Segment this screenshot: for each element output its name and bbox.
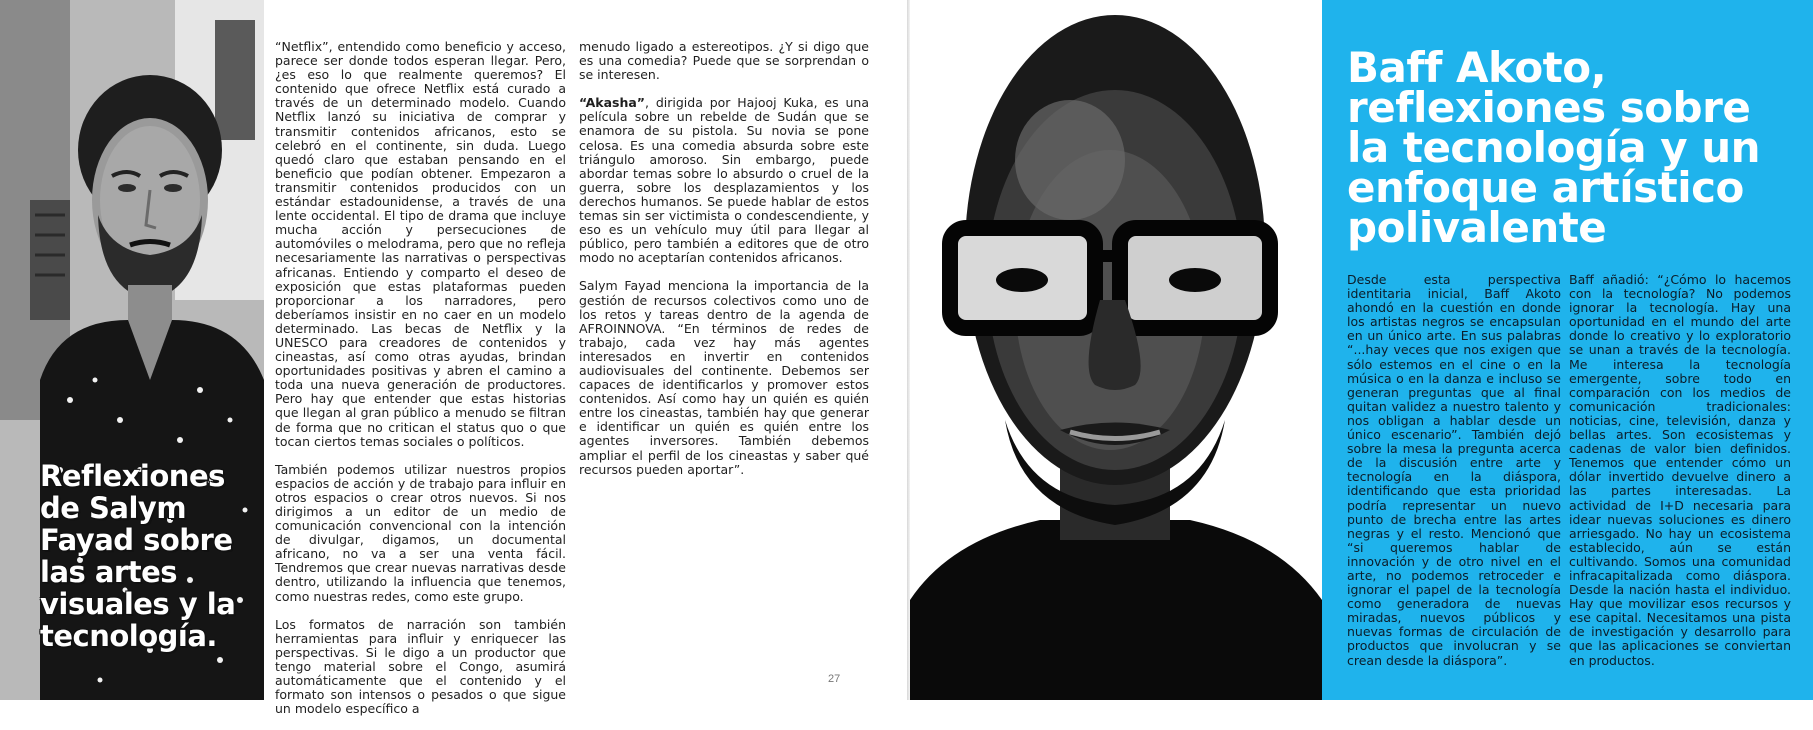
left-column-2 <box>579 40 869 491</box>
paragraph: “Netflix”, entendido como beneficio y acceso, parece ser donde todos esperan llegar. Pero, ¿es eso lo que realmente queremos? El contenido que ofrece Netflix está curado a través de un determinado modelo. Cuando Netflix lanzó su iniciativa de comprar y transmitir contenidos africanos, esto se celebró en el continente, sin duda. Luego quedó claro que estaban pensando en el beneficio que podían obtener. Empezaron a transmitir contenidos producidos con un estándar estadounidense, a través de una lente occidental. El tipo de drama que incluye mucha acción y persecuciones de automóviles o melodrama, pero que no refleja necesariamente las narrativas o perspectivas africanas. Entiendo y comparto el deseo de exposición que estas plataformas pueden proporcionar a los narradores, pero deberíamos insistir en no caer en un modelo determinado. Las becas de Netflix y la UNESCO para creadores de contenidos y cineastas, así como otras ayudas, brindan oportunidades positivas y abren el camino a toda una nueva generación de productores. Pero hay que entender que estas historias que llegan al gran público a menudo se filtran de forma que no critican el status quo o que tocan ciertos temas sociales o políticos. <box>275 39 566 449</box>
paragraph: Los formatos de narración son también herramientas para influir y enriquecer las perspectivas. Si le digo a un productor que tengo material sobre el Congo, asumirá automáticamente que el contenido y el formato son intensos o pesados o que sigue un modelo específico a <box>275 616 566 717</box>
paragraph: Salym Fayad menciona la importancia de la gestión de recursos colectivos como uno de los retos y tareas dentro de la agenda de AFROINNOVA. “En términos de redes de trabajo, cada vez hay más agentes interesados en invertir en contenidos audiovisuales del continente. Debemos ser capaces de identificarlos y promover estos contenidos. Así como hay un quién es quién entre los cineastas, también hay que generar e identificar un quién es quién entre los agentes inversores. También debemos ampliar el perfil de los cineastas y saber qué recursos pueden aportar”. <box>579 278 869 477</box>
portrait-illustration <box>910 0 1322 700</box>
page-number: 27 <box>828 673 841 685</box>
film-title-akasha: “Akasha” <box>579 95 646 111</box>
portrait-photo-baff-akoto <box>910 0 1322 700</box>
right-headline: Baff Akoto, reflexiones sobre la tecnología y un enfoque artístico polivalente <box>1347 43 1761 252</box>
left-column-1 <box>275 40 566 730</box>
paragraph-akasha <box>579 96 869 265</box>
paragraph-akasha-text: , dirigida por Hajooj Kuka, es una película sobre un rebelde de Sudán que se enamora de su pistola. Su novia se pone celosa. Es una comedia absurda sobre este triángulo amoroso. Sin embargo, puede abordar temas sobre lo absurdo o cruel de la guerra, sobre los desplazamientos y los derechos humanos. Se puede hablar de estos temas sin ser victimista o condescendiente, y eso es un vehículo muy útil para llegar al público, pero también a editores que de otro modo no aceptarían contenidos africanos. <box>579 95 869 266</box>
paragraph: menudo ligado a estereotipos. ¿Y si digo que es una comedia? Puede que se sorprendan o se interesen. <box>579 39 869 83</box>
right-column-2: Baff añadió: “¿Cómo lo hacemos con la tecnología? No podemos ignorar la tecnología. Hay una oportunidad en el mundo del arte donde lo creativo y lo exploratorio se unan a través de la tecnología. Me interesa la tecnología emergente, sobre todo en comparación con los medios de comunicación tradicionales: noticias, cine, televisión, danza y bellas artes. Son ecosistemas y cadenas de valor bien definidos. Tenemos que entender cómo un dólar invertido devuelve dinero a las partes interesadas. La actividad de I+D necesaria para idear nuevas soluciones es dinero arriesgado. No hay un ecosistema establecido, aún se están cultivando. Somos una comunidad infracapitalizada como diáspora. Desde la nación hasta el individuo. Hay que movilizar esos recursos y ese capital. Necesitamos una pista de investigación y desarrollo para que las aplicaciones se conviertan en productos. <box>1569 272 1791 668</box>
left-page <box>0 0 900 717</box>
portrait-photo-salym-fayad <box>0 0 264 700</box>
right-column-1: Desde esta perspectiva identitaria inicial, Baff Akoto ahondó en la cuestión en donde los artistas negros se encapsulan en un único arte. En sus palabras “...hay veces que nos exigen que sólo estemos en el cine o en la música o en la danza e incluso se generan preguntas que al final quitan validez a nuestro talento y nos obligan a hablar desde un único escenario”. También dejó sobre la mesa la pregunta acerca de la discusión entre arte y tecnología en la diáspora, identificando que esta prioridad podría representar un nuevo punto de brecha entre las artes negras y el resto. Mencionó que “si queremos hablar de innovación y de otro nivel en el arte, no podemos retroceder e ignorar el papel de la tecnología como generadora de nuevas miradas, nuevos públicos y nuevas formas de circulación de productos que involucran y se crean desde la diáspora”. <box>1347 272 1561 668</box>
paragraph: También podemos utilizar nuestros propios espacios de acción y de trabajo para influir en otros espacios o crear otros nuevos. Si nos dirigimos a un editor de un medio de comunicación convencional con la intención de divulgar, digamos, un documental africano, no va a ser una venta fácil. Tendremos que crear nuevas narrativas desde dentro, utilizando la influencia que tenemos, como nuestras redes, como este grupo. <box>275 461 566 604</box>
left-headline: Reflexiones de Salym Fayad sobre las artes visuales y la tecnología. <box>40 459 236 653</box>
